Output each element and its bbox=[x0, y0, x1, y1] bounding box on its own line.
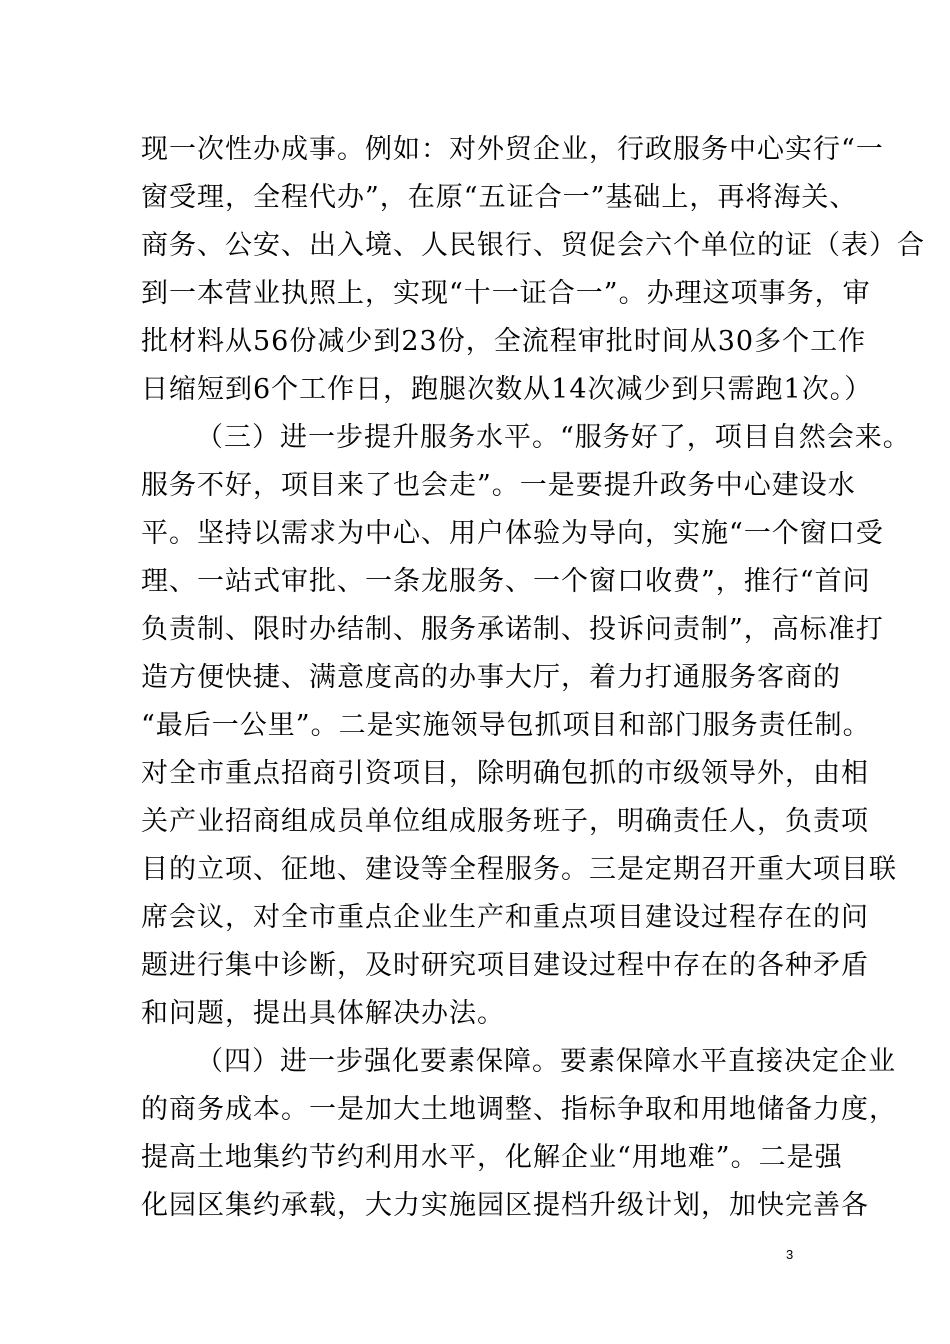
body-text-line: 提高土地集约节约利用水平，化解企业“用地难”。二是强 bbox=[141, 1142, 843, 1173]
body-text-line: 到一本营业执照上，实现“十一证合一”。办理这项事务，审 bbox=[141, 278, 871, 309]
body-text-line: 日缩短到6个工作日，跑腿次数从14次减少到只需跑1次。） bbox=[141, 374, 873, 405]
body-text-line: 批材料从56份减少到23份，全流程审批时间从30多个工作 bbox=[141, 326, 867, 357]
body-text-line: 平。坚持以需求为中心、用户体验为导向，实施“一个窗口受 bbox=[141, 518, 884, 549]
body-text-line: 关产业招商组成员单位组成服务班子，明确责任人，负责项 bbox=[141, 806, 869, 837]
body-text-line: 造方便快捷、满意度高的办事大厅，着力打通服务客商的 bbox=[141, 662, 841, 693]
section-heading-line: （三）进一步提升服务水平。“服务好了，项目自然会来。 bbox=[196, 422, 911, 453]
body-text-line: 窗受理，全程代办”，在原“五证合一”基础上，再将海关、 bbox=[141, 182, 858, 213]
body-text-line: 理、一站式审批、一条龙服务、一个窗口收费”，推行“首问 bbox=[141, 566, 871, 597]
body-text-line: 题进行集中诊断，及时研究项目建设过程中存在的各种矛盾 bbox=[141, 950, 869, 981]
body-text-line: “最后一公里”。二是实施领导包抓项目和部门服务责任制。 bbox=[141, 710, 871, 741]
body-text-line: 化园区集约承载，大力实施园区提档升级计划，加快完善各 bbox=[141, 1190, 869, 1221]
body-text-line: 目的立项、征地、建设等全程服务。三是定期召开重大项目联 bbox=[141, 854, 897, 885]
section-heading-line: （四）进一步强化要素保障。要素保障水平直接决定企业 bbox=[196, 1046, 896, 1077]
body-text-line: 的商务成本。一是加大土地调整、指标争取和用地储备力度， bbox=[141, 1094, 897, 1125]
body-text-line: 对全市重点招商引资项目，除明确包抓的市级领导外，由相 bbox=[141, 758, 869, 789]
body-text-line: 席会议，对全市重点企业生产和重点项目建设过程存在的问 bbox=[141, 902, 869, 933]
body-text-line: 和问题，提出具体解决办法。 bbox=[141, 998, 505, 1029]
body-text-line: 负责制、限时办结制、服务承诺制、投诉问责制”，高标准打 bbox=[141, 614, 884, 645]
body-text-line: 商务、公安、出入境、人民银行、贸促会六个单位的证（表）合 bbox=[141, 230, 925, 261]
body-text-line: 现一次性办成事。例如：对外贸企业，行政服务中心实行“一 bbox=[141, 134, 884, 165]
body-text-line: 服务不好，项目来了也会走”。一是要提升政务中心建设水 bbox=[141, 470, 856, 501]
page-number: 3 bbox=[786, 1247, 794, 1262]
